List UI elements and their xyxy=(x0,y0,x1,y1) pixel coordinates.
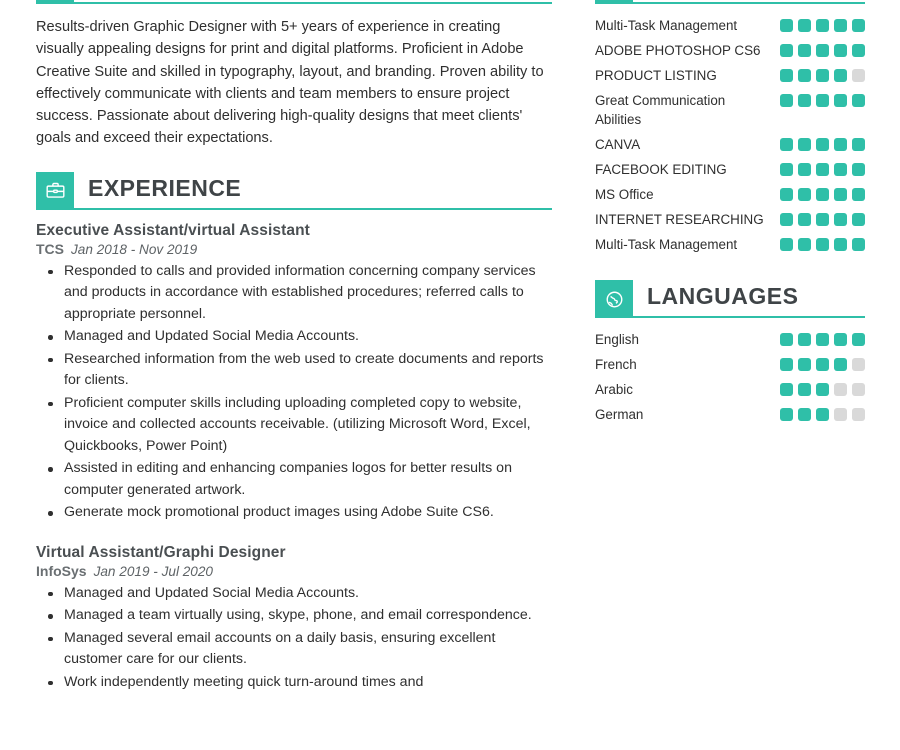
rating-square-filled xyxy=(798,163,811,176)
skill-row xyxy=(595,91,865,129)
job-dates: Jan 2018 - Nov 2019 xyxy=(71,241,198,257)
skill-row-rating xyxy=(780,41,865,57)
rating-square-filled xyxy=(816,238,829,251)
job-bullet: Generate mock promotional product images using Adobe Suite CS6. xyxy=(64,502,552,524)
globe-icon xyxy=(595,280,633,318)
skill-row xyxy=(595,235,865,254)
language-row-label: French xyxy=(595,357,637,372)
rating-square-filled xyxy=(852,188,865,201)
rating-square-filled xyxy=(798,238,811,251)
rating-square-empty xyxy=(852,383,865,396)
rating-square-filled xyxy=(852,163,865,176)
skill-row-label: Great Communication Abilities xyxy=(595,93,726,127)
job-dates: Jan 2019 - Jul 2020 xyxy=(93,563,213,579)
rating-square-filled xyxy=(852,44,865,57)
job-bullet: Responded to calls and provided information concerning company services and products in accordance with established procedures; referred calls to appropriate personnel. xyxy=(64,261,552,326)
right-column xyxy=(595,0,865,430)
skill-row-label: PRODUCT LISTING xyxy=(595,68,717,83)
rating-square-filled xyxy=(816,44,829,57)
rating-square-filled xyxy=(816,383,829,396)
language-row xyxy=(595,355,865,374)
rating-square-filled xyxy=(780,163,793,176)
rating-square-filled xyxy=(780,138,793,151)
section-rule xyxy=(74,208,552,210)
rating-square-empty xyxy=(852,69,865,82)
section-header-languages xyxy=(595,280,865,318)
rating-square-filled xyxy=(834,94,847,107)
rating-square-filled xyxy=(816,213,829,226)
skill-row-rating xyxy=(780,66,865,82)
language-row xyxy=(595,330,865,349)
rating-square-filled xyxy=(834,238,847,251)
job-bullet-list xyxy=(36,583,552,694)
section-title-languages: LANGUAGES xyxy=(647,283,799,309)
rating-square-filled xyxy=(780,94,793,107)
section-rule xyxy=(74,2,552,4)
rating-square-filled xyxy=(816,19,829,32)
rating-square-filled xyxy=(780,19,793,32)
language-row-rating xyxy=(780,405,865,421)
rating-square-filled xyxy=(834,333,847,346)
rating-square-filled xyxy=(798,408,811,421)
skill-row-label: FACEBOOK EDITING xyxy=(595,162,727,177)
section-rule xyxy=(633,2,865,4)
skill-row-rating xyxy=(780,135,865,151)
job-meta xyxy=(36,241,552,259)
skill-row xyxy=(595,66,865,85)
rating-square-filled xyxy=(780,238,793,251)
skill-row-rating xyxy=(780,210,865,226)
skill-row xyxy=(595,185,865,204)
skill-row-label: INTERNET RESEARCHING xyxy=(595,212,764,227)
section-header-experience xyxy=(36,172,552,210)
rating-square-filled xyxy=(834,358,847,371)
rating-square-filled xyxy=(798,188,811,201)
skills-list xyxy=(595,16,865,254)
skill-row-rating xyxy=(780,91,865,107)
job-company: InfoSys xyxy=(36,562,87,579)
skill-row-rating xyxy=(780,235,865,251)
rating-square-filled xyxy=(780,69,793,82)
left-column xyxy=(36,0,552,694)
skill-row-rating xyxy=(780,185,865,201)
experience-list xyxy=(36,222,552,694)
rating-square-filled xyxy=(834,213,847,226)
rating-square-filled xyxy=(834,138,847,151)
skill-row-label: Multi-Task Management xyxy=(595,237,738,252)
rating-square-filled xyxy=(816,138,829,151)
job-meta xyxy=(36,563,552,581)
language-row-label: Arabic xyxy=(595,382,633,397)
language-row xyxy=(595,405,865,424)
skill-row xyxy=(595,160,865,179)
language-row-label: German xyxy=(595,407,644,422)
rating-square-filled xyxy=(834,69,847,82)
rating-square-filled xyxy=(852,138,865,151)
rating-square-filled xyxy=(834,188,847,201)
rating-square-empty xyxy=(834,408,847,421)
briefcase-icon xyxy=(36,172,74,210)
language-row xyxy=(595,380,865,399)
rating-square-empty xyxy=(852,408,865,421)
rating-square-filled xyxy=(780,213,793,226)
job-company: TCS xyxy=(36,240,64,257)
summary-text: Results-driven Graphic Designer with 5+ years of experience in creating visually appealing designs for print and digital platforms. Proficient in Adobe Creative Suite and skilled in typography, layout, and branding. Proven ability to effectively communicate with clients and team members to ensure project success. Passionate about delivering high-quality designs that meet clients' goals and exceed their expectations. xyxy=(36,19,544,147)
skill-row-label: CANVA xyxy=(595,137,641,152)
language-row-rating xyxy=(780,380,865,396)
section-rule xyxy=(633,316,865,318)
rating-square-filled xyxy=(780,358,793,371)
rating-square-filled xyxy=(852,94,865,107)
job-bullet: Managed and Updated Social Media Accounts. xyxy=(64,583,552,605)
rating-square-empty xyxy=(834,383,847,396)
language-row-label: English xyxy=(595,332,639,347)
rating-square-filled xyxy=(816,333,829,346)
rating-square-filled xyxy=(852,238,865,251)
job-bullet: Work independently meeting quick turn-around times and xyxy=(64,672,552,694)
rating-square-filled xyxy=(816,408,829,421)
rating-square-filled xyxy=(834,44,847,57)
skill-row-label: Multi-Task Management xyxy=(595,18,738,33)
rating-square-filled xyxy=(852,333,865,346)
skill-row xyxy=(595,41,865,60)
job-bullet: Researched information from the web used to create documents and reports for clients. xyxy=(64,349,552,392)
rating-square-filled xyxy=(798,19,811,32)
rating-square-filled xyxy=(798,383,811,396)
rating-square-filled xyxy=(816,69,829,82)
job-bullet: Proficient computer skills including uploading completed copy to website, invoice and collected accounts receivable. (utilizing Microsoft Word, Excel, Quickbooks, Power Point) xyxy=(64,393,552,458)
rating-square-filled xyxy=(780,408,793,421)
monitor-icon xyxy=(36,0,74,4)
rating-square-filled xyxy=(816,188,829,201)
rating-square-filled xyxy=(798,358,811,371)
skill-row xyxy=(595,135,865,154)
rating-square-filled xyxy=(834,19,847,32)
rating-square-filled xyxy=(798,138,811,151)
languages-list xyxy=(595,330,865,424)
job-bullet-list xyxy=(36,261,552,524)
skill-row-rating xyxy=(780,16,865,32)
rating-square-filled xyxy=(780,44,793,57)
rating-square-filled xyxy=(834,163,847,176)
skill-row-rating xyxy=(780,160,865,176)
job-title: Virtual Assistant/Graphi Designer xyxy=(36,543,286,561)
rating-square-filled xyxy=(816,94,829,107)
skill-row xyxy=(595,210,865,229)
rating-square-filled xyxy=(780,383,793,396)
job-bullet: Managed and Updated Social Media Accounts. xyxy=(64,326,552,348)
gauge-icon xyxy=(595,0,633,4)
rating-square-filled xyxy=(798,213,811,226)
rating-square-filled xyxy=(798,69,811,82)
section-header-skills xyxy=(595,0,865,4)
rating-square-filled xyxy=(780,188,793,201)
skill-row xyxy=(595,16,865,35)
rating-square-filled xyxy=(816,163,829,176)
language-row-rating xyxy=(780,330,865,346)
job-bullet: Managed several email accounts on a daily basis, ensuring excellent customer care for our clients. xyxy=(64,628,552,671)
job-bullet: Managed a team virtually using, skype, phone, and email correspondence. xyxy=(64,605,552,627)
experience-item xyxy=(36,222,552,524)
rating-square-filled xyxy=(798,94,811,107)
rating-square-filled xyxy=(798,44,811,57)
job-title: Executive Assistant/virtual Assistant xyxy=(36,221,310,239)
rating-square-filled xyxy=(816,358,829,371)
rating-square-filled xyxy=(780,333,793,346)
section-header-summary xyxy=(36,0,552,4)
job-bullet: Assisted in editing and enhancing companies logos for better results on computer generated artwork. xyxy=(64,458,552,501)
skill-row-label: MS Office xyxy=(595,187,654,202)
rating-square-filled xyxy=(852,213,865,226)
rating-square-filled xyxy=(798,333,811,346)
rating-square-empty xyxy=(852,358,865,371)
rating-square-filled xyxy=(852,19,865,32)
skill-row-label: ADOBE PHOTOSHOP CS6 xyxy=(595,43,761,58)
experience-item xyxy=(36,544,552,694)
language-row-rating xyxy=(780,355,865,371)
section-title-experience: EXPERIENCE xyxy=(88,174,242,201)
